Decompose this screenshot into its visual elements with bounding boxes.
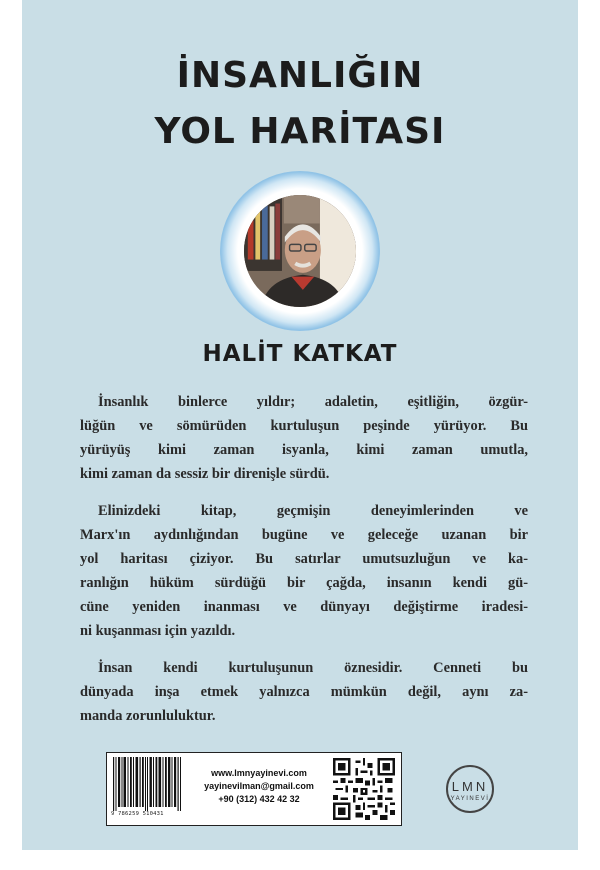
blurb-paragraph-3: [80, 656, 528, 728]
publisher-contact: [199, 767, 319, 806]
publisher-logo: [440, 765, 500, 817]
publisher-phone: +90 (312) 432 42 32: [218, 794, 300, 804]
publisher-email[interactable]: yayinevilman@gmail.com: [204, 781, 314, 791]
blurb-line: İnsan kendi kurtuluşunun öznesidir. Cenneti bu: [98, 660, 528, 676]
publisher-website[interactable]: www.lmnyayinevi.com: [211, 768, 307, 778]
blurb-line: İnsanlık binlerce yıldır; adaletin, eşitliğin, özgür-: [98, 394, 528, 410]
book-title-line1: İNSANLIĞIN: [176, 55, 424, 96]
blurb-line: lüğün ve sömürüden kurtuluşun peşinde yürüyor. Bu: [80, 418, 528, 434]
logo-letters: LMN: [451, 779, 489, 794]
blurb-line: ranlığın hüküm sürdüğü bir çağda, insanın kendi gü-: [80, 575, 528, 591]
isbn-number: 9 786259 510431: [111, 811, 164, 817]
author-name: HALİT KATKAT: [202, 341, 398, 367]
blurb-paragraph-2: [80, 499, 528, 643]
author-photo-frame: [220, 171, 380, 331]
qr-code: [333, 758, 395, 820]
author-photo: [241, 192, 359, 310]
blurb-line: Elinizdeki kitap, geçmişin deneyimlerinden ve: [98, 503, 528, 519]
blurb-line: yürüyüş kimi zaman isyanla, kimi zaman umutla,: [80, 442, 528, 458]
blurb-line: cüne yeniden inanması ve dünyayı değiştirme iradesi-: [80, 599, 528, 615]
isbn-barcode: [111, 757, 183, 811]
blurb-line: dünyada inşa etmek yalnızca mümkün değil, aynı za-: [80, 684, 528, 700]
blurb-line: manda zorunluluktur.: [80, 708, 216, 724]
blurb-line: yol haritası çiziyor. Bu satırlar umutsuzluğun ve ka-: [80, 551, 528, 567]
logo-subtitle: YAYINEVİ: [450, 796, 490, 802]
blurb-paragraph-1: [80, 390, 528, 486]
blurb-line: Marx'ın aydınlığından bugüne ve geleceğe uzanan bir: [80, 527, 528, 543]
book-back-cover: [22, 0, 578, 850]
barcode-panel: [106, 752, 402, 826]
book-title-line2: YOL HARİTASI: [154, 111, 446, 152]
blurb-line: kimi zaman da sessiz bir direnişle sürdü.: [80, 466, 330, 482]
blurb-line: ni kuşanması için yazıldı.: [80, 623, 236, 639]
author-photo-image: [244, 195, 356, 307]
